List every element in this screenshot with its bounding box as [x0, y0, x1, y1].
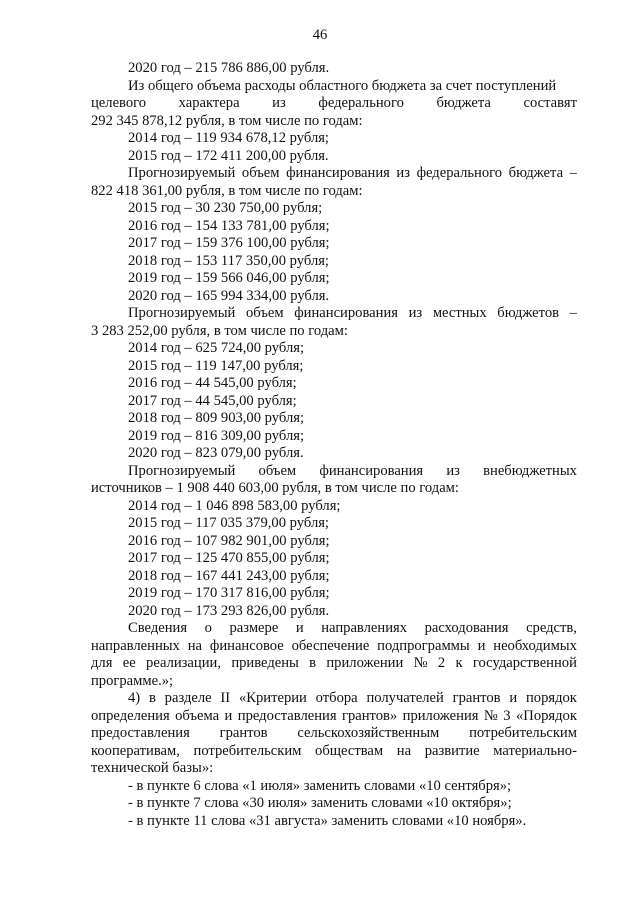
text-word: составят — [523, 95, 577, 111]
text-word: «Критерии — [238, 690, 307, 706]
text-line: 2017 год – 159 376 100,00 рубля; — [128, 235, 330, 251]
text-word: приведены — [231, 655, 299, 671]
text-word: объем — [258, 462, 297, 479]
text-line: Из общего объема расходы областного бюджета за счет поступлений — [128, 77, 557, 94]
text-line: 2020 год – 165 994 334,00 рубля. — [128, 287, 330, 304]
text-word: финансирования — [294, 305, 398, 321]
text-line: 2016 год – 154 133 781,00 рубля; — [128, 217, 330, 234]
text-word: сельскохозяйственным — [297, 725, 440, 741]
text-line: 2017 год – 125 470 855,00 рубля; — [128, 550, 330, 566]
text-line: - в пункте 11 слова «31 августа» заменить словами «10 ноября». — [128, 812, 527, 829]
text-word: – — [569, 305, 577, 321]
text-line — [91, 743, 577, 761]
text-word: – — [569, 165, 577, 181]
text-line — [91, 463, 577, 481]
text-word: приложения — [402, 707, 479, 724]
text-word: государственной — [472, 655, 577, 671]
text-line: 2020 год – 173 293 826,00 рубля. — [128, 602, 330, 619]
text-line — [91, 638, 577, 656]
text-word: предоставления — [237, 707, 337, 724]
text-word: Прогнозируемый — [128, 305, 236, 321]
text-line: 3 283 252,00 рубля, в том числе по годам: — [91, 322, 348, 339]
text-word: о — [204, 620, 212, 636]
text-word: и — [224, 707, 233, 724]
text-word: приложении — [326, 655, 404, 671]
text-word: Прогнозируемый — [128, 165, 236, 181]
text-line: источников – 1 908 440 603,00 рубля, в том числе по годам: — [91, 480, 459, 496]
text-line: 2017 год – 44 545,00 рубля; — [128, 392, 297, 409]
text-line — [91, 725, 577, 743]
text-word: обществам — [315, 742, 384, 759]
text-word: расходования — [424, 620, 509, 636]
text-line: 2019 год – 159 566 046,00 рубля; — [128, 270, 330, 286]
text-word: на — [396, 742, 412, 759]
text-line: 2014 год – 119 934 678,12 рубля; — [128, 130, 329, 146]
text-line: 2016 год – 44 545,00 рубля; — [128, 375, 297, 391]
text-word: средств, — [526, 620, 577, 636]
text-line — [91, 690, 577, 708]
text-line: - в пункте 7 слова «30 июля» заменить словами «10 октября»; — [128, 795, 512, 811]
text-word: материально- — [493, 742, 577, 759]
text-word: реализации, — [146, 655, 221, 671]
text-line — [91, 708, 577, 726]
text-word: объема — [175, 707, 220, 724]
text-word: грантов» — [341, 707, 398, 724]
text-word: отбора — [315, 690, 358, 706]
text-word: направленных — [91, 637, 180, 654]
text-word: необходимых — [493, 637, 577, 654]
text-word: из — [272, 95, 286, 111]
text-line: 2019 год – 170 317 816,00 рубля; — [128, 585, 330, 601]
text-word: ее — [122, 655, 136, 671]
text-word: из — [396, 165, 410, 181]
text-word: II — [220, 690, 231, 706]
text-word: на — [187, 637, 203, 654]
text-word: к — [455, 655, 463, 671]
text-word: бюджета — [436, 95, 491, 111]
text-word: Сведения — [128, 620, 188, 636]
text-word: характера — [178, 95, 240, 111]
text-word: потребительским — [469, 725, 577, 741]
text-line — [91, 655, 577, 673]
text-line: 2015 год – 119 147,00 рубля; — [128, 357, 304, 374]
text-word: потребительским — [193, 742, 302, 759]
text-word: финансовое — [209, 637, 284, 654]
text-word: 2 — [437, 655, 446, 671]
text-word: объем — [241, 165, 280, 181]
text-word: для — [91, 655, 113, 671]
text-line: - в пункте 6 слова «1 июля» заменить словами «10 сентября»; — [128, 777, 512, 794]
text-word: «Порядок — [515, 707, 577, 724]
text-word: внебюджетных — [483, 462, 577, 479]
text-word: и — [477, 637, 486, 654]
text-word: 4) — [128, 690, 141, 706]
text-line: 2019 год – 816 309,00 рубля; — [128, 427, 304, 444]
text-line: 2016 год – 107 982 901,00 рубля; — [128, 532, 330, 549]
text-word: размере — [229, 620, 279, 636]
text-line: 2014 год – 1 046 898 583,00 рубля; — [128, 497, 341, 514]
text-word: бюджетов — [497, 305, 560, 321]
text-word: грантов — [452, 690, 501, 706]
text-line: 2015 год – 117 035 379,00 рубля; — [128, 515, 329, 531]
text-word: бюджета — [508, 165, 564, 181]
text-word: Прогнозируемый — [128, 462, 236, 479]
document-body — [91, 60, 577, 830]
text-word: и — [509, 690, 518, 706]
text-word: из — [408, 305, 423, 321]
text-word: федерального — [416, 165, 503, 181]
text-word: кооперативам, — [91, 742, 180, 759]
text-word: в — [148, 690, 156, 706]
text-word: объем — [245, 305, 284, 321]
text-word: целевого — [91, 95, 147, 111]
text-word: местных — [432, 305, 487, 321]
text-word: из — [446, 462, 460, 479]
text-word: получателей — [366, 690, 444, 706]
text-word: предоставления — [91, 725, 190, 741]
text-word: обеспечение — [291, 637, 370, 654]
text-line — [91, 305, 577, 323]
text-line: программе.»; — [91, 672, 174, 689]
text-word: определения — [91, 707, 170, 724]
text-word: грантов — [219, 725, 268, 741]
text-word: в — [309, 655, 317, 671]
text-line: технической базы»: — [91, 760, 214, 776]
text-word: развитие — [424, 742, 480, 759]
text-line: 2018 год – 153 117 350,00 рубля; — [128, 252, 329, 269]
text-line: 292 345 878,12 рубля, в том числе по годам: — [91, 112, 363, 129]
text-word: федерального — [318, 95, 404, 111]
text-word: № — [413, 655, 428, 671]
text-line: 2020 год – 215 786 886,00 рубля. — [128, 60, 330, 76]
text-line: 2018 год – 809 903,00 рубля; — [128, 410, 304, 426]
text-word: № — [483, 707, 498, 724]
page-number: 46 — [312, 27, 328, 43]
text-word: финансирования — [319, 462, 424, 479]
text-line: 2020 год – 823 079,00 рубля. — [128, 445, 304, 461]
text-line — [91, 620, 577, 638]
text-line: 822 418 361,00 рубля, в том числе по годам: — [91, 182, 363, 199]
text-word: подпрограммы — [377, 637, 470, 654]
text-word: и — [295, 620, 304, 636]
text-word: разделе — [164, 690, 212, 706]
text-word: направлениях — [321, 620, 408, 636]
text-line: 2015 год – 30 230 750,00 рубля; — [128, 200, 323, 216]
text-line — [91, 165, 577, 183]
text-word: порядок — [525, 690, 577, 706]
text-line — [91, 95, 577, 113]
text-word: финансирования — [286, 165, 390, 181]
text-line: 2015 год – 172 411 200,00 рубля. — [128, 147, 329, 164]
text-word: 3 — [503, 707, 511, 724]
text-line: 2014 год – 625 724,00 рубля; — [128, 340, 304, 356]
text-line: 2018 год – 167 441 243,00 рубля; — [128, 567, 330, 584]
